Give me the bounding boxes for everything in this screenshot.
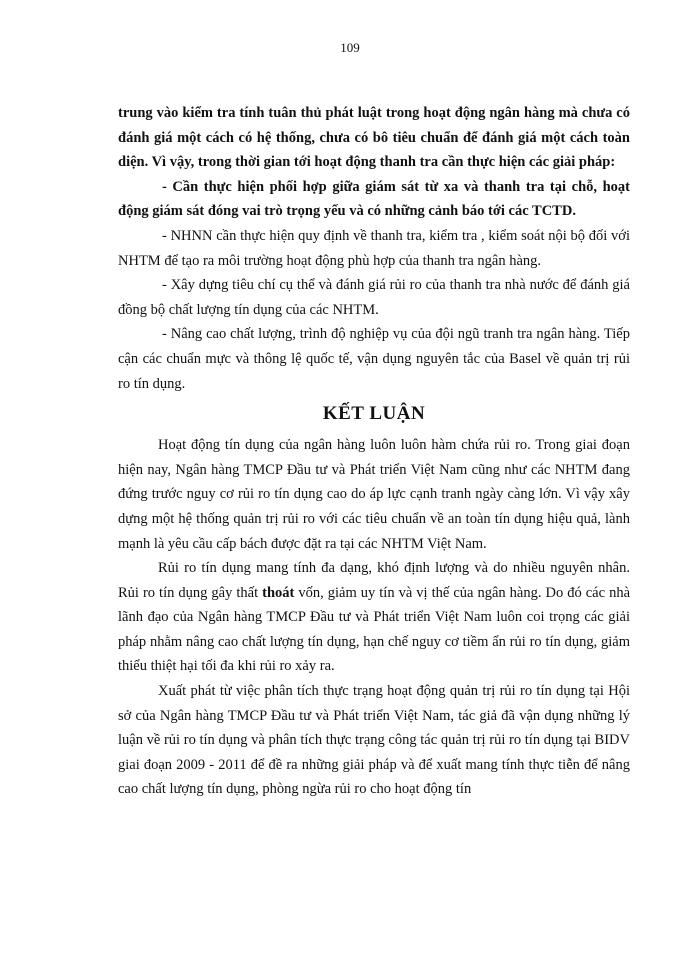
paragraph-solution-training: - Nâng cao chất lượng, trình độ nghiệp vụ của đội ngũ tranh tra ngân hàng. Tiếp cận các chuẩn mực và thông lệ quốc tế, vận dụng nguyên tắc của Basel về quản trị rủi ro tín dụng. (118, 326, 630, 392)
page-number: 109 (340, 40, 360, 55)
paragraph-conclusion-3: Xuất phát từ việc phân tích thực trạng hoạt động quản trị rủi ro tín dụng tại Hội sở của Ngân hàng TMCP Đầu tư và Phát triển Việt Nam, tác giả đã vận dụng những lý luận về rủi ro tín dụng và phân tích thực trạng công tác quản trị rủi ro tín dụng tại BIDV giai đoạn 2009 - 2011 để đề ra những giải pháp và để xuất mang tính thực tiễn để nâng cao chất lượng tín dụng, phòng ngừa rủi ro cho hoạt động tín (118, 683, 630, 798)
paragraph-conclusion-2-part-b: vốn, giảm uy tín và vị thế của ngân hàng. Do đó các nhà lãnh đạo của Ngân hàng TMCP Đầu tư và Phát triển Việt Nam luôn coi trọng các giải pháp nhằm nâng cao chất lượng tín dụng, hạn chế nguy cơ tiềm ẩn rủi ro tín dụng, giảm thiểu thiệt hại tối đa khi rủi ro xảy ra. (118, 584, 630, 675)
paragraph-conclusion-1: Hoạt động tín dụng của ngân hàng luôn luôn hàm chứa rủi ro. Trong giai đoạn hiện nay, Ngân hàng TMCP Đầu tư và Phát triển Việt Nam cũng như các NHTM đang đứng trước nguy cơ rủi ro tín dụng cao do áp lực cạnh tranh ngày càng lớn. Vì vậy xây dựng một hệ thống quản trị rủi ro với các tiêu chuẩn về an toàn tín dụng hiệu quả, lành mạnh là yêu cầu cấp bách được đặt ra tại các NHTM Việt Nam. (118, 437, 630, 552)
paragraph-conclusion-2-bold-word: thoát (262, 584, 295, 601)
section-heading-conclusion: KẾT LUẬN (322, 403, 426, 425)
paragraph-inspection-intro: trung vào kiểm tra tính tuân thủ phát luật trong hoạt động ngân hàng mà chưa có đánh giá một cách có hệ thống, chưa có bô tiêu chuẩn để đánh giá một cách toàn diện. Vì vậy, trong thời gian tới hoạt động thanh tra cần thực hiện các giải pháp: (118, 105, 630, 171)
paragraph-solution-criteria: - Xây dựng tiêu chí cụ thể và đánh giá rủi ro của thanh tra nhà nước để đánh giá đồng bộ chất lượng tín dụng của các NHTM. (118, 277, 630, 318)
document-body (118, 101, 630, 802)
paragraph-solution-regulation: - NHNN cần thực hiện quy định về thanh tra, kiểm tra , kiểm soát nội bộ đối với NHTM để tạo ra môi trường hoạt động phù hợp của thanh tra ngân hàng. (118, 227, 630, 269)
paragraph-conclusion-2-part-a: Rủi ro tín dụng mang tính đa dạng, khó định lượng và do nhiều nguyên nhân. Rủi ro tín dụng gây thất (118, 560, 630, 601)
paragraph-solution-coordination: - Cần thực hiện phối hợp giữa giám sát từ xa và thanh tra tại chỗ, hoạt động giám sát đóng vai trò trọng yếu và có những cảnh báo tới các TCTD. (118, 178, 630, 220)
paragraph-conclusion-2 (118, 556, 630, 679)
